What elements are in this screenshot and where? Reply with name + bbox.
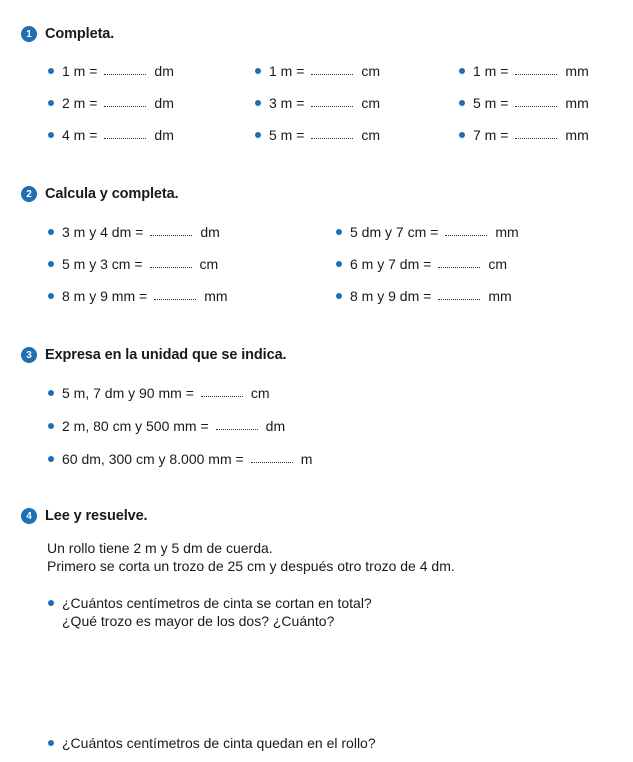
exercise-item: [459, 127, 589, 143]
bullet-icon: [255, 68, 261, 74]
question-item: [48, 734, 376, 752]
item-expression: 1 m =: [62, 63, 98, 79]
bullet-icon: [48, 390, 54, 396]
exercise-1-heading: [21, 24, 114, 44]
item-unit: dm: [154, 127, 174, 143]
bullet-icon: [459, 100, 465, 106]
problem-statement: [47, 539, 455, 575]
item-expression: 2 m, 80 cm y 500 mm =: [62, 418, 209, 434]
bullet-icon: [255, 100, 261, 106]
bullet-icon: [48, 261, 54, 267]
bullet-icon: [459, 68, 465, 74]
answer-blank[interactable]: [150, 234, 192, 236]
bullet-icon: [48, 293, 54, 299]
answer-blank[interactable]: [445, 234, 487, 236]
exercise-3-heading: [21, 345, 286, 365]
item-unit: cm: [361, 95, 381, 111]
item-unit: dm: [265, 418, 286, 434]
bullet-icon: [48, 456, 54, 462]
item-unit: mm: [495, 224, 519, 240]
answer-blank[interactable]: [515, 105, 557, 107]
item-expression: 1 m =: [473, 63, 509, 79]
answer-blank[interactable]: [311, 73, 353, 75]
item-unit: m: [300, 451, 313, 467]
exercise-item: [459, 95, 589, 111]
answer-blank[interactable]: [438, 266, 480, 268]
bullet-icon: [48, 423, 54, 429]
exercise-item: [48, 385, 270, 401]
item-unit: dm: [154, 63, 174, 79]
question-item: [48, 594, 372, 630]
exercise-item: [336, 288, 512, 304]
exercise-item: [48, 95, 174, 111]
bullet-icon: [336, 261, 342, 267]
answer-blank[interactable]: [311, 137, 353, 139]
item-expression: 5 dm y 7 cm =: [350, 224, 439, 240]
answer-blank[interactable]: [438, 298, 480, 300]
answer-blank[interactable]: [201, 395, 243, 397]
exercise-item: [336, 224, 519, 240]
bullet-icon: [255, 132, 261, 138]
exercise-title: Expresa en la unidad que se indica.: [45, 347, 287, 363]
item-expression: 8 m y 9 dm =: [350, 288, 432, 304]
item-expression: 1 m =: [269, 63, 305, 79]
exercise-item: [336, 256, 507, 272]
item-unit: dm: [200, 224, 220, 240]
problem-line: Primero se corta un trozo de 25 cm y después otro trozo de 4 dm.: [47, 558, 455, 574]
bullet-icon: [48, 132, 54, 138]
item-expression: 2 m =: [62, 95, 98, 111]
item-unit: cm: [361, 127, 381, 143]
bullet-icon: [48, 740, 54, 746]
bullet-icon: [336, 229, 342, 235]
exercise-number-badge: 2: [21, 186, 37, 202]
question-text: ¿Cuántos centímetros de cinta quedan en el rollo?: [62, 735, 376, 751]
item-expression: 5 m =: [269, 127, 305, 143]
exercise-item: [48, 63, 174, 79]
item-unit: mm: [204, 288, 228, 304]
exercise-title: Calcula y completa.: [45, 186, 179, 202]
item-unit: cm: [488, 256, 507, 272]
exercise-title: Completa.: [45, 26, 115, 42]
item-expression: 5 m, 7 dm y 90 mm =: [62, 385, 194, 401]
exercise-item: [48, 418, 285, 434]
item-expression: 8 m y 9 mm =: [62, 288, 148, 304]
item-unit: cm: [250, 385, 270, 401]
item-unit: mm: [565, 127, 589, 143]
bullet-icon: [459, 132, 465, 138]
item-unit: cm: [361, 63, 381, 79]
answer-blank[interactable]: [154, 298, 196, 300]
exercise-item: [255, 63, 380, 79]
answer-blank[interactable]: [150, 266, 192, 268]
question-text: ¿Qué trozo es mayor de los dos? ¿Cuánto?: [62, 613, 335, 629]
exercise-item: [255, 95, 380, 111]
exercise-item: [48, 288, 228, 304]
answer-blank[interactable]: [216, 428, 258, 430]
bullet-icon: [48, 600, 54, 606]
item-expression: 3 m y 4 dm =: [62, 224, 144, 240]
exercise-item: [255, 127, 380, 143]
answer-blank[interactable]: [515, 137, 557, 139]
bullet-icon: [48, 100, 54, 106]
item-expression: 4 m =: [62, 127, 98, 143]
item-unit: mm: [565, 63, 589, 79]
exercise-2-heading: [21, 184, 179, 204]
answer-blank[interactable]: [104, 73, 146, 75]
item-expression: 3 m =: [269, 95, 305, 111]
exercise-item: [48, 224, 220, 240]
bullet-icon: [336, 293, 342, 299]
item-unit: mm: [488, 288, 512, 304]
item-expression: 5 m =: [473, 95, 509, 111]
item-expression: 7 m =: [473, 127, 509, 143]
item-unit: mm: [565, 95, 589, 111]
answer-blank[interactable]: [104, 137, 146, 139]
exercise-number-badge: 3: [21, 347, 37, 363]
item-expression: 60 dm, 300 cm y 8.000 mm =: [62, 451, 244, 467]
exercise-title: Lee y resuelve.: [45, 508, 148, 524]
bullet-icon: [48, 68, 54, 74]
problem-line: Un rollo tiene 2 m y 5 dm de cuerda.: [47, 540, 273, 556]
exercise-item: [48, 256, 218, 272]
answer-blank[interactable]: [311, 105, 353, 107]
item-unit: cm: [199, 256, 219, 272]
exercise-item: [48, 127, 174, 143]
answer-blank[interactable]: [104, 105, 146, 107]
item-unit: dm: [154, 95, 174, 111]
exercise-number-badge: 4: [21, 508, 37, 524]
exercise-4-heading: [21, 506, 148, 526]
exercise-number-badge: 1: [21, 26, 37, 42]
bullet-icon: [48, 229, 54, 235]
item-expression: 6 m y 7 dm =: [350, 256, 432, 272]
answer-blank[interactable]: [515, 73, 557, 75]
question-text: ¿Cuántos centímetros de cinta se cortan en total?: [62, 595, 372, 611]
exercise-item: [459, 63, 589, 79]
exercise-item: [48, 451, 312, 467]
item-expression: 5 m y 3 cm =: [62, 256, 143, 272]
answer-blank[interactable]: [251, 461, 293, 463]
